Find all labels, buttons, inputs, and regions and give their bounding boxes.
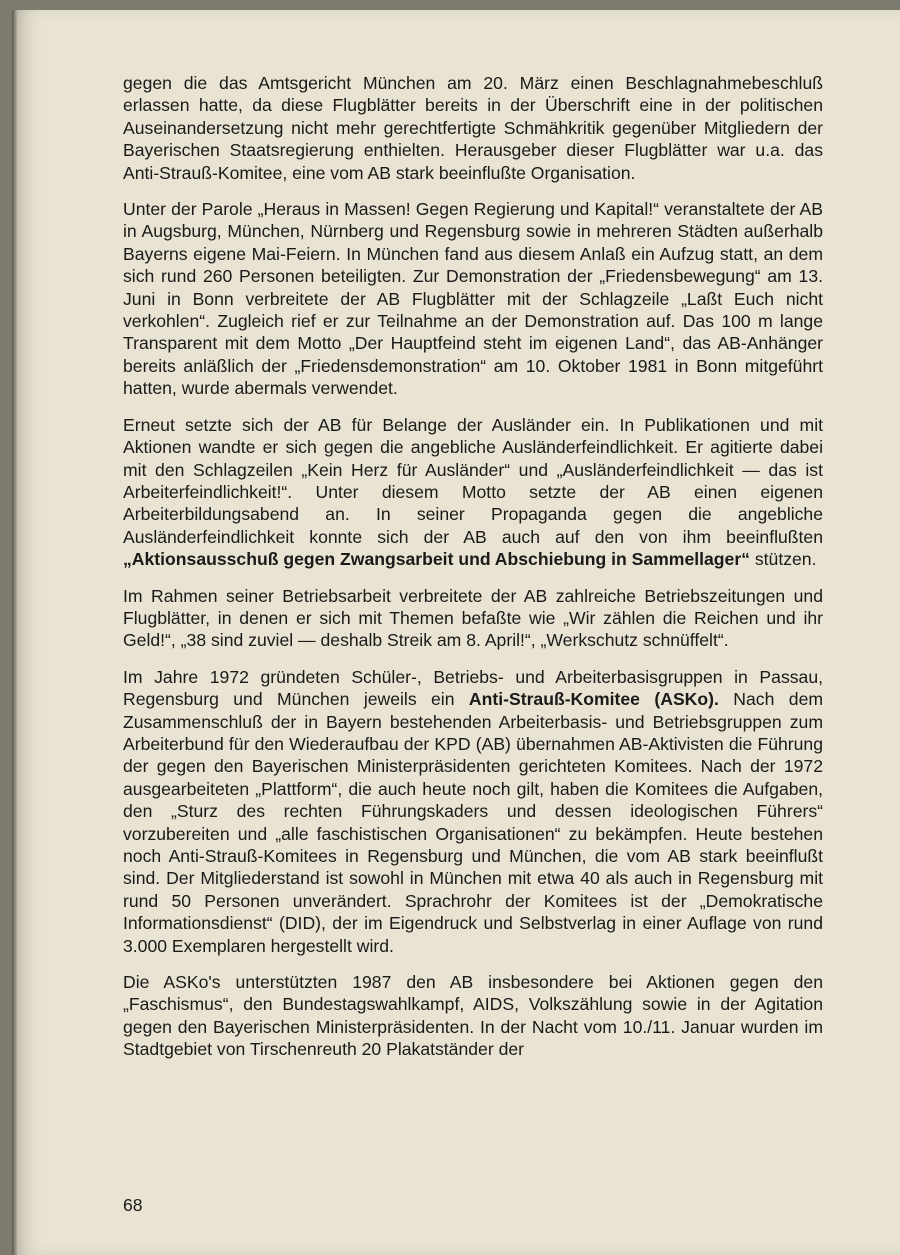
page-binding-shadow — [12, 10, 18, 1255]
paragraph-3-bold-term: „Aktionsausschuß gegen Zwangsarbeit und Abschiebung in Sammellager“ — [123, 549, 750, 570]
paragraph-6-text: Die ASKo's unterstützten 1987 den AB insbesondere bei Aktionen gegen den „Faschismus“, den Bundestagswahlkampf, AIDS, Volkszählung sowie in der Agitation gegen den Bayerischen Ministerpräsidenten. In der Nacht vom 10./11. Januar wurden im Stadtgebiet von Tirschenreuth 20 Plakatständer der — [123, 972, 823, 1060]
body-text — [123, 72, 823, 1075]
paragraph-4 — [123, 585, 823, 652]
paragraph-3-text-end: stützen. — [749, 549, 817, 570]
paragraph-5-bold-term: Anti-Strauß-Komitee (ASKo). — [468, 689, 719, 710]
paragraph-3 — [123, 414, 823, 571]
paragraph-6 — [123, 971, 823, 1061]
paragraph-4-text: Im Rahmen seiner Betriebsarbeit verbreitete der AB zahlreiche Betriebszeitungen und Flugblätter, in denen er sich mit Themen befaßte wie „Wir zählen die Reichen und ihr Geld!“, „38 sind zuviel — deshalb Streik am 8. April!“, „Werkschutz schnüffelt“. — [123, 585, 823, 651]
paragraph-5 — [123, 666, 823, 957]
paragraph-5-text-end: Nach dem Zusammenschluß der in Bayern bestehenden Arbeiterbasis- und Betriebsgruppen zum Arbeiterbund für den Wiederaufbau der KPD (AB) übernahmen AB-Aktivisten die Führung der gegen den Bayerischen Ministerpräsidenten gerichteten Komitees. Nach der 1972 ausgearbeiteten „Plattform“, die auch heute noch gilt, haben die Komitees die Aufgaben, den „Sturz des rechten Führungskaders und dessen ideologischen Führers“ vorzubereiten und „alle faschistischen Organisationen“ zu bekämpfen. Heute bestehen noch Anti-Strauß-Komitees in Regensburg und München, die vom AB stark beeinflußt sind. Der Mitgliederstand ist sowohl in München mit etwa 40 als auch in Regensburg mit rund 50 Personen unverändert. Sprachrohr der Komitees ist der „Demokratische Informationsdienst“ (DID), der im Eigendruck und Selbstverlag in einer Auflage von rund 3.000 Exemplaren hergestellt wird. — [123, 689, 824, 956]
paragraph-5-text: Im Jahre 1972 gründeten Schüler-, Betriebs- und Arbeiterbasisgruppen in Passau, Regensburg und München jeweils ein — [123, 666, 823, 710]
paragraph-3-text: Erneut setzte sich der AB für Belange der Ausländer ein. In Publikationen und mit Aktionen wandte er sich gegen die angebliche Ausländerfeindlichkeit. Er agitierte dabei mit den Schlagzeilen „Kein Herz für Ausländer“ und „Ausländerfeindlichkeit — das ist Arbeiterfeindlichkeit!“. Unter diesem Motto setzte der AB einen eigenen Arbeiterbildungsabend an. In seiner Propaganda gegen die angebliche Ausländerfeindlichkeit konnte sich der AB auch auf den von ihm beeinflußten — [123, 414, 823, 547]
paragraph-2-text: Unter der Parole „Heraus in Massen! Gegen Regierung und Kapital!“ veranstaltete der AB in Augsburg, München, Nürnberg und Regensburg sowie in mehreren Städten außerhalb Bayerns eigene Mai-Feiern. In München fand aus diesem Anlaß ein Aufzug statt, an dem sich rund 260 Personen beteiligten. Zur Demonstration der „Friedensbewegung“ am 13. Juni in Bonn verbreitete der AB Flugblätter mit der Schlagzeile „Laßt Euch nicht verkohlen“. Zugleich rief er zur Teilnahme an der Demonstration auf. Das 100 m lange Transparent mit dem Motto „Der Hauptfeind steht im eigenen Land“, das AB-Anhänger bereits anläßlich der „Friedensdemonstration“ am 10. Oktober 1981 in Bonn mitgeführt hatten, wurde abermals verwendet. — [123, 199, 823, 399]
paragraph-1 — [123, 72, 823, 184]
page-number: 68 — [123, 1195, 143, 1215]
document-page — [12, 10, 900, 1255]
paragraph-2 — [123, 198, 823, 400]
paragraph-1-text: gegen die das Amtsgericht München am 20. März einen Beschlagnahmebeschluß erlassen hatte, da diese Flugblätter bereits in der Überschrift eine in der politischen Auseinandersetzung nicht mehr gerechtfertigte Schmähkritik gegenüber Mitgliedern der Bayerischen Staatsregierung enthielten. Herausgeber dieser Flugblätter war u.a. das Anti-Strauß-Komitee, eine vom AB stark beeinflußte Organisation. — [123, 73, 823, 183]
